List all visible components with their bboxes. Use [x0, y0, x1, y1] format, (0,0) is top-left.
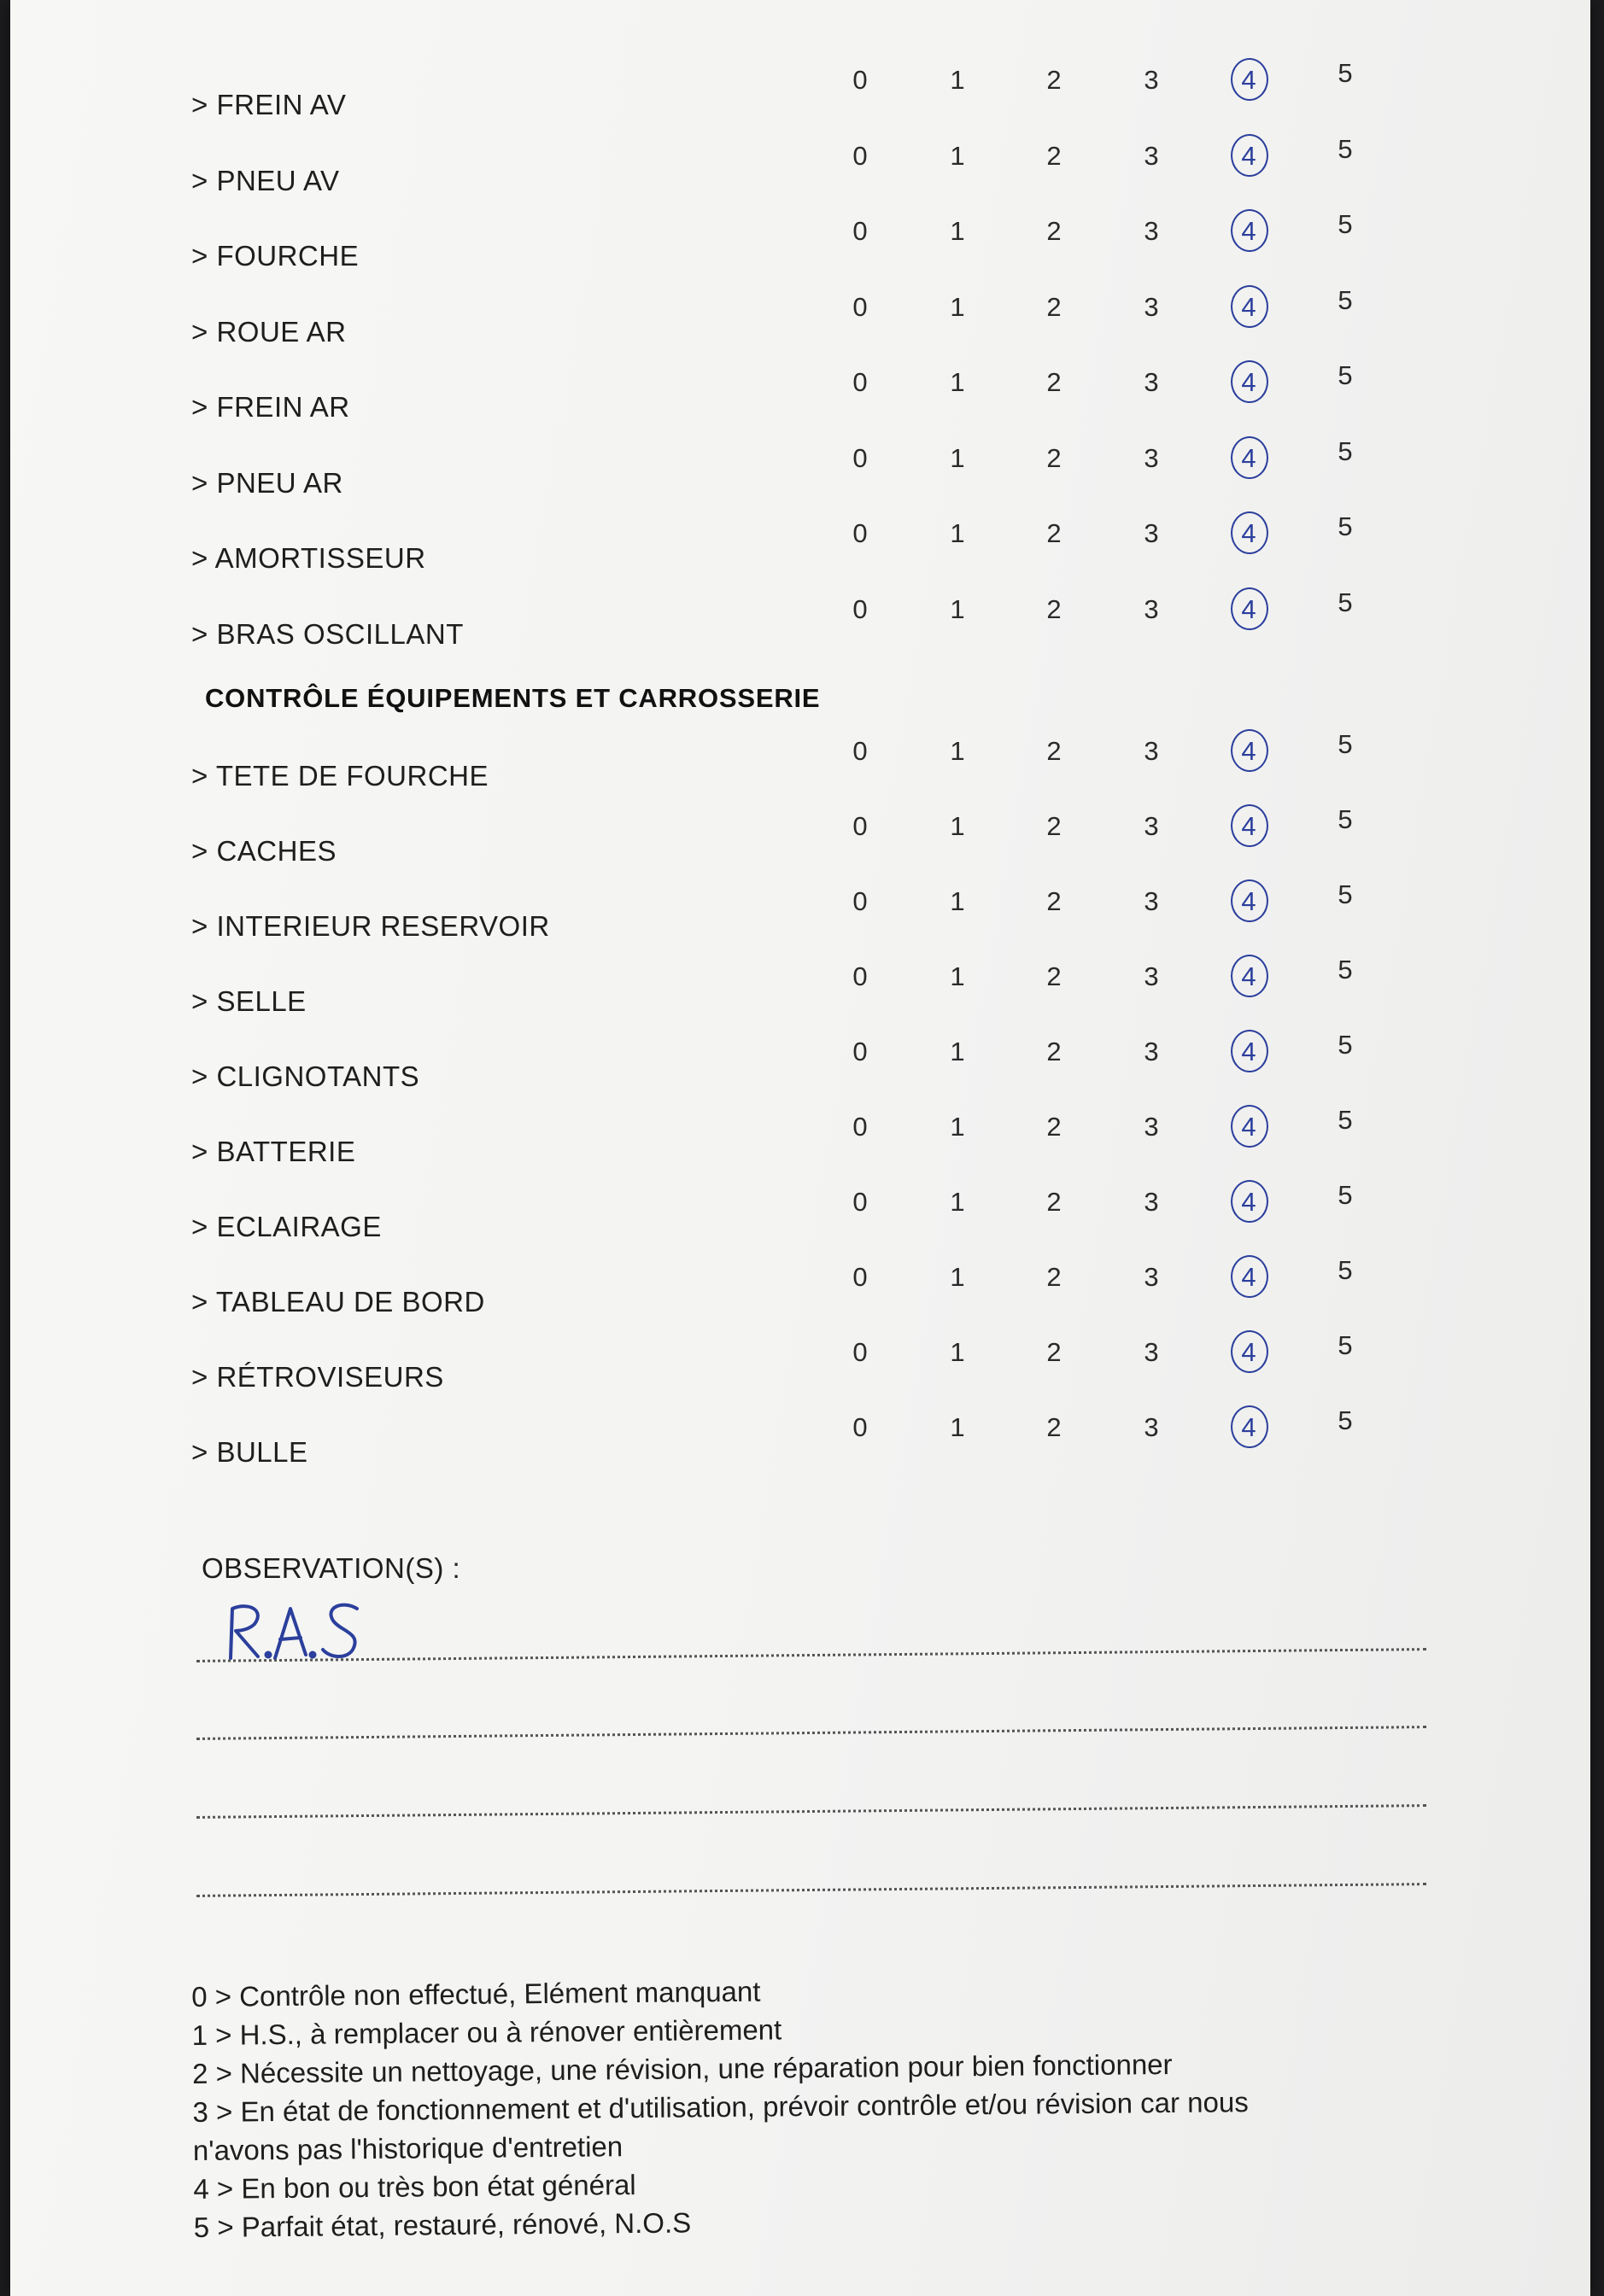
score-option-4[interactable]: 4: [1223, 961, 1274, 992]
score-option-1[interactable]: 1: [950, 442, 965, 473]
score-option-4[interactable]: 4: [1223, 1262, 1274, 1293]
rating-row: [10, 58, 1590, 120]
score-option-1[interactable]: 1: [950, 1037, 965, 1066]
score-option-1[interactable]: 1: [950, 736, 965, 766]
score-option-0[interactable]: 0: [852, 811, 868, 841]
score-option-2[interactable]: 2: [1046, 442, 1062, 473]
score-option-3[interactable]: 3: [1144, 811, 1159, 841]
legend-line-1: 1 > H.S., à remplacer ou à rénover entièrement: [191, 2013, 782, 2051]
rating-row: [10, 511, 1590, 574]
legend-line-4: n'avons pas l'historique d'entretien: [192, 2130, 623, 2166]
score-option-4[interactable]: 4: [1223, 141, 1274, 172]
score-option-2[interactable]: 2: [1046, 961, 1062, 991]
score-option-3[interactable]: 3: [1144, 216, 1159, 246]
score-option-4[interactable]: 4: [1223, 811, 1274, 842]
score-option-5[interactable]: 5: [1338, 133, 1353, 164]
score-option-5[interactable]: 5: [1338, 209, 1353, 239]
score-option-1[interactable]: 1: [950, 367, 965, 397]
score-option-5[interactable]: 5: [1338, 587, 1353, 617]
rating-row: [10, 804, 1590, 867]
score-option-2[interactable]: 2: [1046, 65, 1062, 95]
selected-score-circle: [1231, 285, 1268, 328]
score-option-0[interactable]: 0: [852, 442, 868, 473]
rating-row-label: > AMORTISSEUR: [191, 542, 426, 574]
score-option-1[interactable]: 1: [950, 1112, 965, 1142]
rating-row-label: > FOURCHE: [191, 240, 360, 272]
rating-row: [10, 284, 1590, 348]
selected-score-circle: [1231, 511, 1268, 554]
selected-score-circle: [1231, 1405, 1268, 1448]
score-option-3[interactable]: 3: [1144, 1037, 1159, 1066]
score-option-4[interactable]: 4: [1223, 367, 1274, 398]
score-option-2[interactable]: 2: [1046, 811, 1062, 841]
score-option-1[interactable]: 1: [950, 593, 965, 624]
score-option-2[interactable]: 2: [1046, 140, 1062, 171]
score-option-2[interactable]: 2: [1046, 1337, 1062, 1367]
score-option-1[interactable]: 1: [950, 518, 965, 548]
score-option-0[interactable]: 0: [852, 518, 868, 548]
selected-score-circle: [1231, 134, 1268, 177]
score-option-2[interactable]: 2: [1046, 518, 1062, 548]
selected-score-circle: [1231, 729, 1268, 772]
rating-row: [10, 1330, 1590, 1393]
legend: [191, 1967, 1250, 2246]
score-option-5[interactable]: 5: [1338, 955, 1353, 984]
score-option-3[interactable]: 3: [1144, 1187, 1159, 1217]
score-option-0[interactable]: 0: [852, 140, 868, 171]
score-option-3[interactable]: 3: [1144, 518, 1159, 548]
score-option-5[interactable]: 5: [1338, 1255, 1353, 1285]
observation-handwriting: [224, 1595, 395, 1663]
score-option-5[interactable]: 5: [1338, 879, 1353, 909]
score-option-3[interactable]: 3: [1144, 1112, 1159, 1142]
rating-row: [10, 1405, 1590, 1468]
score-option-5[interactable]: 5: [1338, 1105, 1353, 1135]
rating-row: [10, 1105, 1590, 1167]
score-option-5[interactable]: 5: [1338, 511, 1353, 541]
rating-row: [10, 1255, 1590, 1317]
rating-row-label: > PNEU AV: [191, 164, 340, 196]
score-option-3[interactable]: 3: [1144, 1337, 1159, 1367]
rating-row-label: > ROUE AR: [191, 315, 347, 348]
score-option-4[interactable]: 4: [1223, 292, 1274, 323]
score-option-5[interactable]: 5: [1338, 1405, 1353, 1435]
score-option-4[interactable]: 4: [1223, 736, 1274, 767]
score-option-0[interactable]: 0: [852, 291, 868, 322]
score-option-0[interactable]: 0: [852, 1187, 868, 1217]
rating-row-label: > FREIN AV: [191, 89, 347, 120]
rating-row-label: > CACHES: [191, 835, 337, 867]
score-option-3[interactable]: 3: [1144, 442, 1159, 473]
legend-line-0: 0 > Contrôle non effectué, Elément manquant: [191, 1975, 761, 2013]
score-option-3[interactable]: 3: [1144, 593, 1159, 624]
section-title: CONTRÔLE ÉQUIPEMENTS ET CARROSSERIE: [205, 683, 821, 713]
legend-line-3: 3 > En état de fonctionnement et d'utilisation, prévoir contrôle et/ou révision car nous: [192, 2086, 1249, 2128]
score-option-3[interactable]: 3: [1144, 1412, 1159, 1442]
score-option-0[interactable]: 0: [852, 367, 868, 397]
score-option-0[interactable]: 0: [852, 1412, 868, 1442]
score-option-2[interactable]: 2: [1046, 736, 1062, 766]
score-option-0[interactable]: 0: [852, 886, 868, 916]
score-option-3[interactable]: 3: [1144, 886, 1159, 916]
legend-line-6: 5 > Parfait état, restauré, rénové, N.O.S: [193, 2206, 692, 2243]
score-option-4[interactable]: 4: [1223, 1187, 1274, 1218]
legend-line-5: 4 > En bon ou très bon état général: [193, 2169, 636, 2205]
rating-row: [10, 1180, 1590, 1242]
score-option-4[interactable]: 4: [1223, 443, 1274, 474]
score-option-3[interactable]: 3: [1144, 291, 1159, 322]
rating-row: [10, 360, 1590, 423]
rating-row-label: > BRAS OSCILLANT: [191, 617, 464, 650]
selected-score-circle: [1231, 1180, 1268, 1223]
selected-score-circle: [1231, 360, 1268, 403]
score-option-1[interactable]: 1: [950, 65, 965, 95]
rating-row-label: > FREIN AR: [191, 391, 350, 423]
observations-label: OBSERVATION(S) :: [202, 1552, 461, 1584]
selected-score-circle: [1231, 879, 1268, 922]
score-option-1[interactable]: 1: [950, 961, 965, 991]
score-option-2[interactable]: 2: [1046, 216, 1062, 246]
score-option-2[interactable]: 2: [1046, 1262, 1062, 1292]
score-option-4[interactable]: 4: [1223, 65, 1274, 96]
score-option-2[interactable]: 2: [1046, 1412, 1062, 1442]
rating-row-label: > TABLEAU DE BORD: [191, 1286, 485, 1317]
score-option-3[interactable]: 3: [1144, 65, 1159, 95]
score-option-5[interactable]: 5: [1338, 58, 1353, 88]
score-option-5[interactable]: 5: [1338, 1180, 1353, 1210]
score-option-4[interactable]: 4: [1223, 1412, 1274, 1443]
selected-score-circle: [1231, 1255, 1268, 1298]
rating-row-label: > BULLE: [191, 1436, 308, 1468]
score-option-5[interactable]: 5: [1338, 729, 1353, 759]
observation-line-4[interactable]: [196, 1883, 1426, 1897]
observation-line-3[interactable]: [196, 1804, 1426, 1819]
score-option-0[interactable]: 0: [852, 1262, 868, 1292]
score-option-0[interactable]: 0: [852, 961, 868, 991]
selected-score-circle: [1231, 804, 1268, 847]
rating-row-label: > INTERIEUR RESERVOIR: [191, 910, 550, 942]
legend-line-2: 2 > Nécessite un nettoyage, une révision, une réparation pour bien fonctionner: [191, 2048, 1173, 2089]
score-option-2[interactable]: 2: [1046, 291, 1062, 322]
score-option-1[interactable]: 1: [950, 886, 965, 916]
rating-row: [10, 879, 1590, 942]
score-option-2[interactable]: 2: [1046, 367, 1062, 397]
score-option-4[interactable]: 4: [1223, 216, 1274, 247]
score-option-0[interactable]: 0: [852, 593, 868, 624]
rating-row-label: > RÉTROVISEURS: [191, 1361, 444, 1393]
score-option-3[interactable]: 3: [1144, 736, 1159, 766]
rating-row: [10, 587, 1590, 650]
score-option-0[interactable]: 0: [852, 1037, 868, 1066]
score-option-0[interactable]: 0: [852, 736, 868, 766]
score-option-5[interactable]: 5: [1338, 804, 1353, 834]
score-option-5[interactable]: 5: [1338, 284, 1353, 315]
rating-row: [10, 133, 1590, 196]
score-option-4[interactable]: 4: [1223, 886, 1274, 917]
inspection-sheet: [10, 0, 1590, 2296]
score-option-4[interactable]: 4: [1223, 1037, 1274, 1067]
score-option-1[interactable]: 1: [950, 1187, 965, 1217]
rating-row-label: > ECLAIRAGE: [191, 1211, 382, 1242]
score-option-1[interactable]: 1: [950, 811, 965, 841]
rating-row-label: > SELLE: [191, 985, 307, 1017]
rating-row-label: > CLIGNOTANTS: [191, 1060, 420, 1092]
score-option-3[interactable]: 3: [1144, 140, 1159, 171]
score-option-5[interactable]: 5: [1338, 435, 1353, 466]
selected-score-circle: [1231, 1105, 1268, 1148]
rating-row: [10, 1030, 1590, 1092]
rating-row-label: > BATTERIE: [191, 1136, 356, 1167]
score-option-0[interactable]: 0: [852, 1112, 868, 1142]
selected-score-circle: [1231, 436, 1268, 479]
score-option-4[interactable]: 4: [1223, 1112, 1274, 1142]
score-option-0[interactable]: 0: [852, 65, 868, 95]
score-option-2[interactable]: 2: [1046, 1037, 1062, 1066]
selected-score-circle: [1231, 1030, 1268, 1072]
score-option-5[interactable]: 5: [1338, 1030, 1353, 1060]
score-option-1[interactable]: 1: [950, 1262, 965, 1292]
score-option-1[interactable]: 1: [950, 291, 965, 322]
score-option-0[interactable]: 0: [852, 216, 868, 246]
score-option-4[interactable]: 4: [1223, 594, 1274, 625]
rating-row: [10, 435, 1590, 499]
score-option-1[interactable]: 1: [950, 216, 965, 246]
score-option-2[interactable]: 2: [1046, 593, 1062, 624]
score-option-2[interactable]: 2: [1046, 1112, 1062, 1142]
score-option-3[interactable]: 3: [1144, 1262, 1159, 1292]
rating-row-label: > PNEU AR: [191, 466, 343, 499]
rating-row-label: > TETE DE FOURCHE: [191, 760, 489, 792]
selected-score-circle: [1231, 58, 1268, 101]
selected-score-circle: [1231, 955, 1268, 997]
rating-row: [10, 209, 1590, 272]
selected-score-circle: [1231, 587, 1268, 630]
rating-row: [10, 729, 1590, 792]
score-option-4[interactable]: 4: [1223, 1337, 1274, 1368]
selected-score-circle: [1231, 209, 1268, 252]
rating-row: [10, 955, 1590, 1017]
score-option-2[interactable]: 2: [1046, 1187, 1062, 1217]
selected-score-circle: [1231, 1330, 1268, 1373]
score-option-1[interactable]: 1: [950, 1412, 965, 1442]
score-option-1[interactable]: 1: [950, 140, 965, 171]
score-option-3[interactable]: 3: [1144, 367, 1159, 397]
score-option-4[interactable]: 4: [1223, 518, 1274, 549]
score-option-5[interactable]: 5: [1338, 360, 1353, 390]
score-option-1[interactable]: 1: [950, 1337, 965, 1367]
score-option-0[interactable]: 0: [852, 1337, 868, 1367]
score-option-3[interactable]: 3: [1144, 961, 1159, 991]
score-option-2[interactable]: 2: [1046, 886, 1062, 916]
score-option-5[interactable]: 5: [1338, 1330, 1353, 1360]
observation-line-2[interactable]: [196, 1726, 1426, 1740]
